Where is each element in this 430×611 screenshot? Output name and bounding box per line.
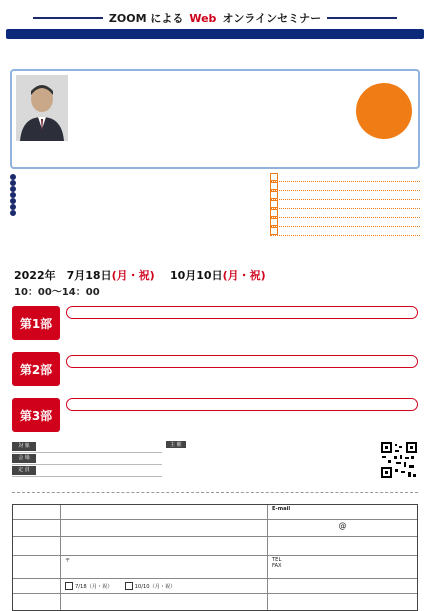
application-form	[12, 504, 418, 611]
speaker-photo-block	[16, 75, 74, 163]
checkbox-icon	[270, 191, 278, 199]
headline-post: オンラインセミナー	[222, 12, 322, 25]
furigana-field[interactable]	[61, 505, 267, 519]
checkbox-icon[interactable]	[125, 582, 133, 590]
form-row-attendance	[13, 579, 417, 594]
part-point	[66, 412, 418, 419]
date-option-label: 10/10（月・祝）	[134, 583, 176, 590]
staff-label	[267, 594, 417, 610]
name-field[interactable]	[61, 520, 267, 536]
furigana-label	[13, 505, 61, 519]
part-title	[66, 355, 418, 368]
form-row-address	[13, 556, 417, 579]
recommended-list	[270, 173, 420, 265]
qr-code-icon[interactable]	[380, 441, 418, 479]
part-body	[66, 355, 418, 383]
office-label	[13, 594, 61, 610]
checkbox-icon	[270, 200, 278, 208]
headline-rule-right	[327, 17, 397, 19]
date-1-weekday: (月・祝)	[111, 269, 155, 282]
application-strip	[12, 492, 418, 502]
clinic-label	[13, 537, 61, 555]
info-key: 対 象	[12, 442, 36, 451]
checkbox-icon[interactable]	[65, 582, 73, 590]
attend-options	[61, 579, 267, 593]
name-label	[13, 520, 61, 536]
part-point	[66, 426, 418, 433]
checkbox-icon	[270, 173, 278, 181]
part-body	[66, 398, 418, 433]
fax-label: FAX	[272, 563, 282, 569]
part-point	[66, 327, 418, 334]
headline-pre: ZOOM による	[108, 12, 184, 25]
part-title	[66, 398, 418, 411]
date-option-label: 7/18（月・祝）	[75, 583, 113, 590]
email-label: E-mail	[272, 506, 291, 512]
tel-label: TEL	[272, 557, 282, 563]
part-point	[66, 419, 418, 426]
checkbox-icon	[270, 209, 278, 217]
headline-rule-left	[33, 17, 103, 19]
part-tag: 第1部	[12, 306, 60, 340]
part-body	[66, 306, 418, 341]
checkbox-icon	[270, 218, 278, 226]
list-item	[270, 191, 420, 200]
list-item	[270, 173, 420, 182]
form-row-clinic	[13, 537, 417, 556]
form-row-name	[13, 520, 417, 537]
info-row	[12, 465, 162, 477]
program-part-3	[12, 394, 418, 436]
email-field[interactable]	[267, 520, 417, 536]
list-item	[270, 209, 420, 218]
part-title	[66, 306, 418, 319]
program-part-2	[12, 348, 418, 390]
date-2: 10月10日	[169, 269, 223, 282]
part-point	[66, 376, 418, 383]
checkbox-icon	[270, 227, 278, 235]
date-1: 2022年 7月18日	[14, 269, 112, 282]
clinic-field[interactable]	[61, 537, 267, 555]
attend-label	[13, 579, 61, 593]
headline-accent: Web	[189, 11, 217, 25]
email-label-cell	[267, 505, 417, 519]
speaker-portrait-icon	[16, 75, 68, 141]
part-tag: 第3部	[12, 398, 60, 432]
phone-cell	[267, 556, 417, 578]
list-item	[270, 200, 420, 209]
info-key: 定 員	[12, 466, 36, 475]
qr-caption	[12, 485, 418, 490]
office-note	[61, 594, 267, 610]
event-info	[12, 441, 418, 485]
main-title-banner	[6, 29, 424, 39]
list-item	[270, 227, 420, 236]
address-field[interactable]: 〒	[65, 558, 71, 564]
at-sign-icon: @	[338, 521, 347, 530]
organizer-block	[162, 441, 380, 485]
info-key: 会 場	[12, 454, 36, 463]
list-item	[10, 210, 270, 216]
clinic-note	[267, 537, 417, 555]
list-item	[270, 218, 420, 227]
part-point	[66, 320, 418, 327]
part-tag: 第2部	[12, 352, 60, 386]
organizer-key: 主 催	[166, 441, 186, 448]
checklist-section	[10, 173, 420, 265]
info-row	[12, 453, 162, 465]
schedule	[14, 267, 416, 298]
event-info-rows	[12, 441, 162, 485]
date-option-2[interactable]	[125, 582, 176, 590]
bullet-icon	[10, 210, 16, 216]
part-point	[66, 334, 418, 341]
address-label	[13, 556, 61, 578]
program-part-1	[12, 302, 418, 344]
date-2-weekday: (月・祝)	[222, 269, 266, 282]
schedule-time-fee	[14, 283, 416, 298]
info-row	[12, 441, 162, 453]
intro-text	[6, 43, 424, 65]
list-item	[270, 182, 420, 191]
consult-cell	[267, 579, 417, 593]
schedule-time: 10：00〜14：00	[14, 287, 100, 298]
speaker-profile	[10, 69, 420, 169]
part-point	[66, 369, 418, 376]
form-row-furigana	[13, 505, 417, 520]
consultation-badge	[356, 83, 412, 139]
checkbox-icon	[270, 182, 278, 190]
date-option-1[interactable]	[65, 582, 113, 590]
concern-list	[10, 173, 270, 265]
schedule-dates	[14, 267, 416, 283]
form-row-office	[13, 594, 417, 610]
seminar-format-headline	[6, 9, 424, 27]
